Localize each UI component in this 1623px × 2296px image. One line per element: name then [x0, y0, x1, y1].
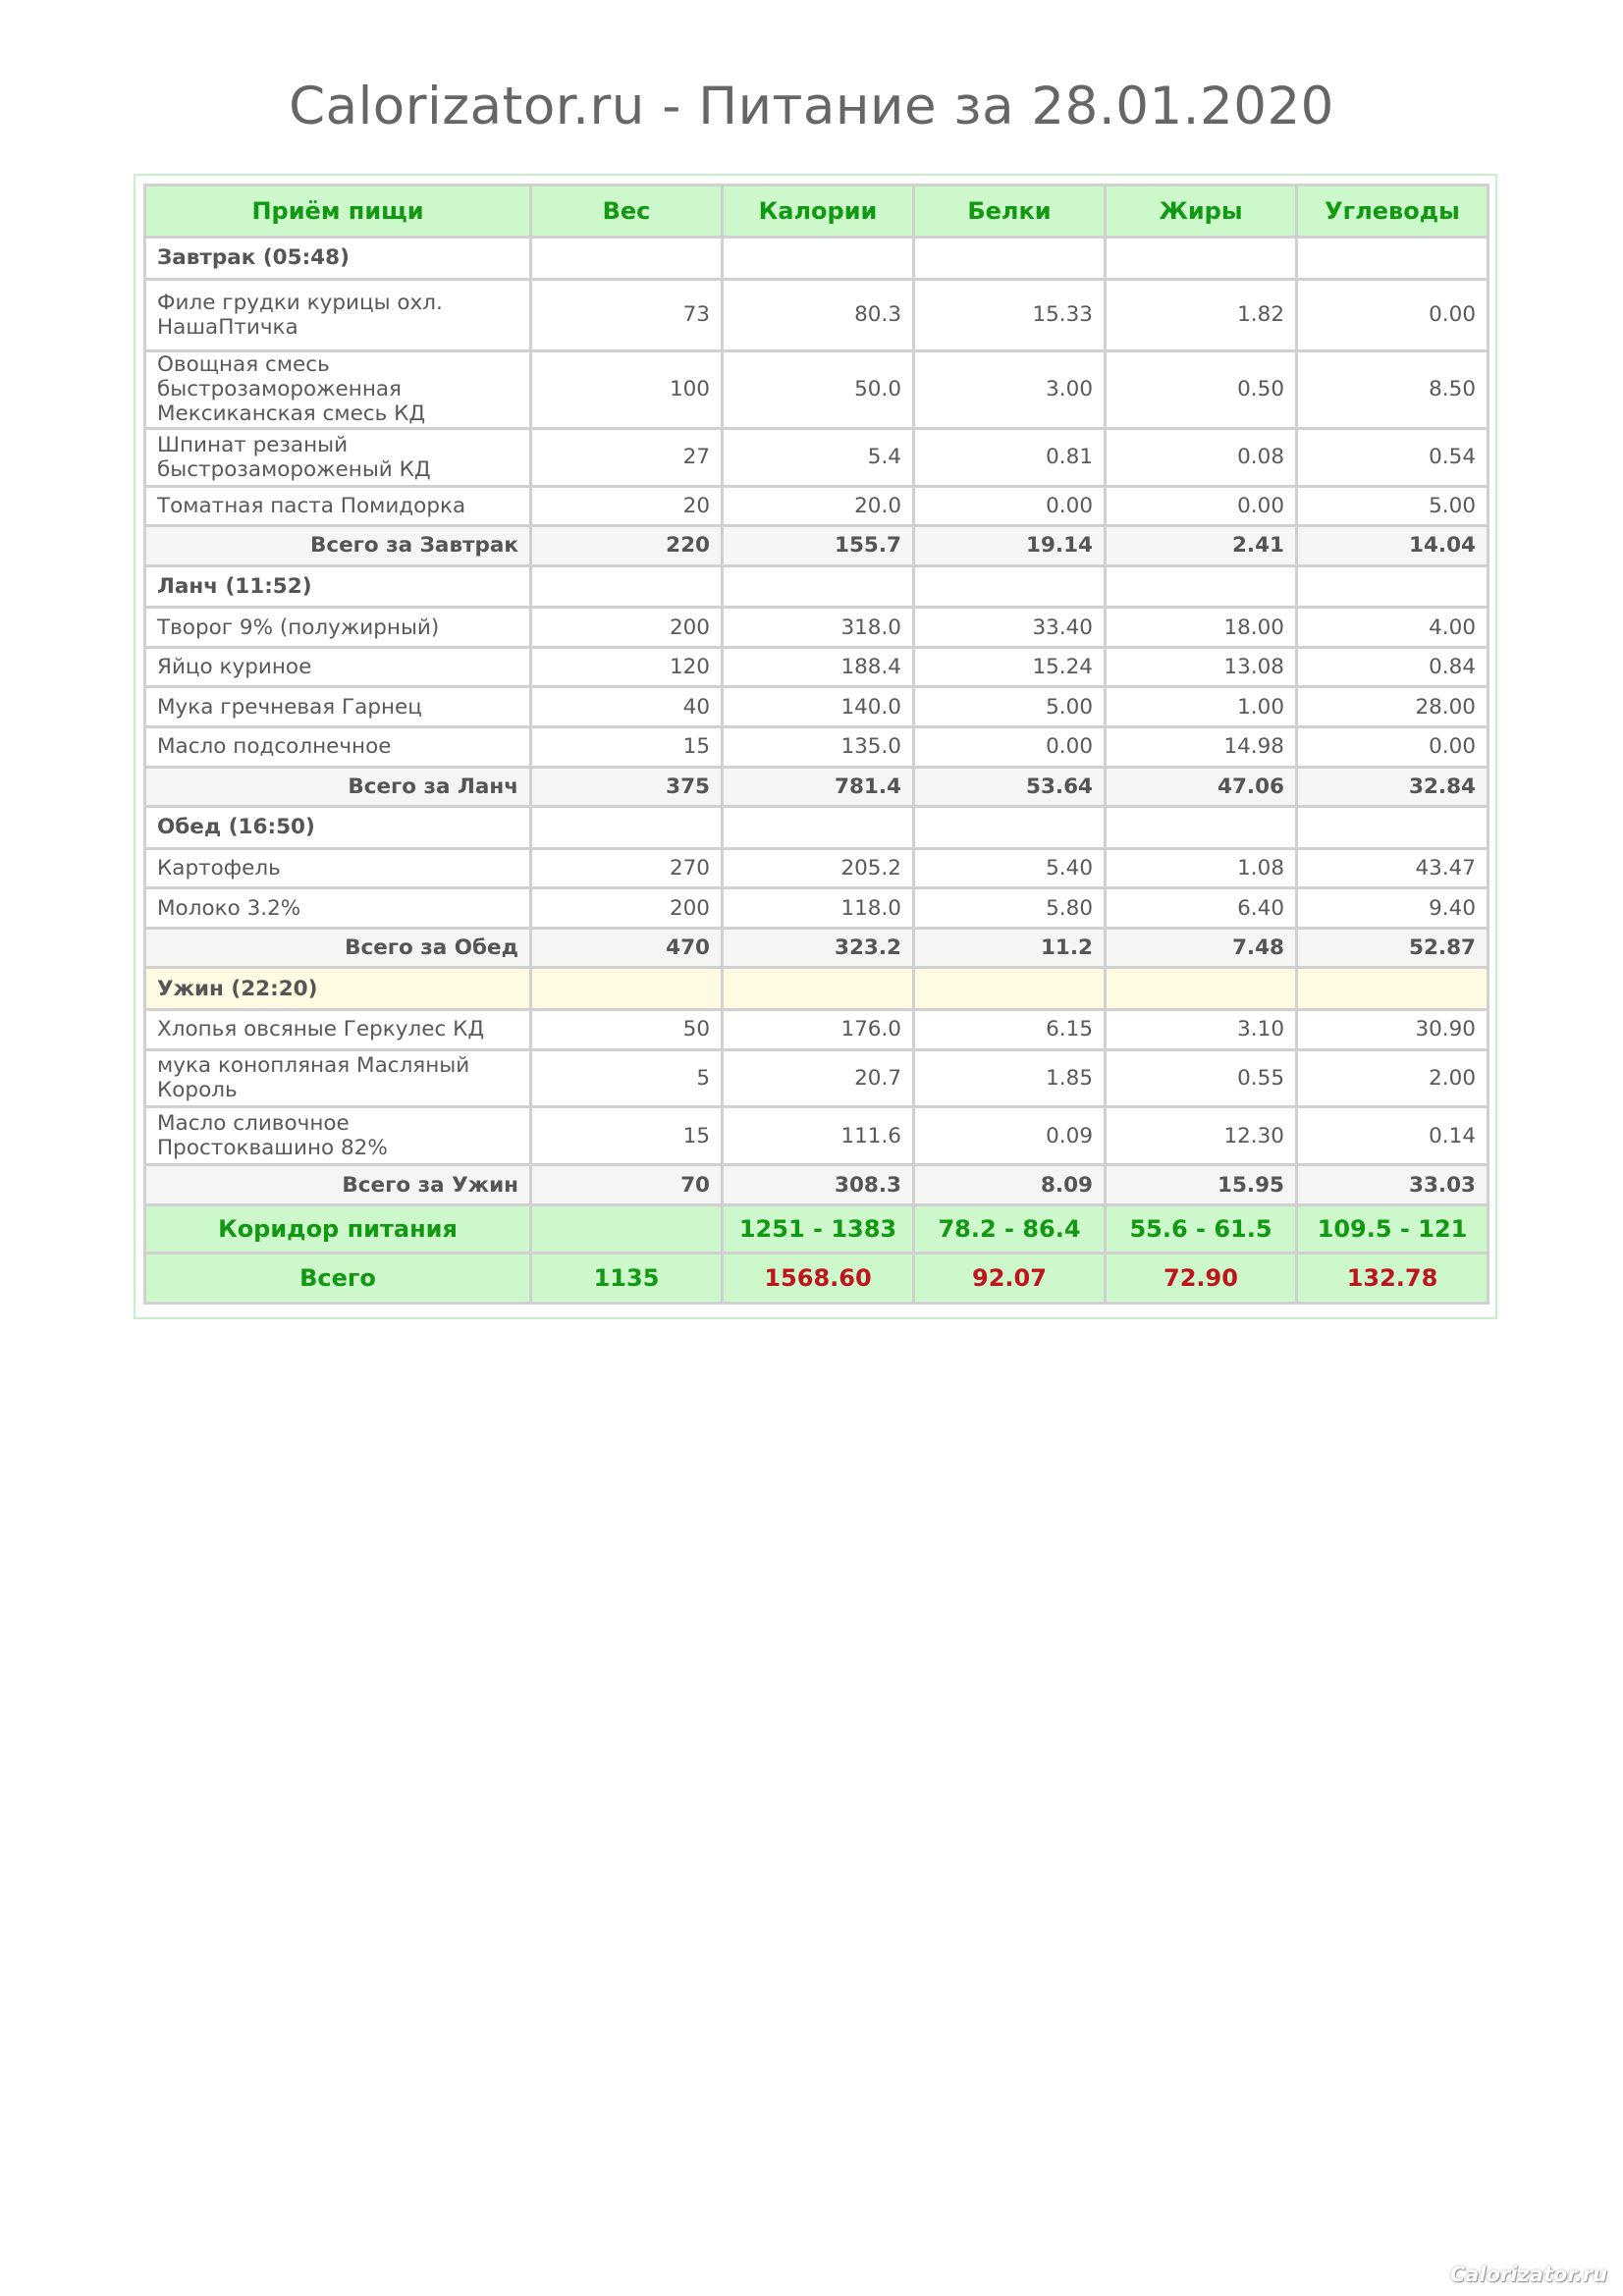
total-calories: 1568.60 — [723, 1254, 914, 1304]
food-carbs: 0.00 — [1297, 726, 1488, 767]
food-fat: 14.98 — [1106, 726, 1297, 767]
food-name: Масло сливочное Простоквашино 82% — [145, 1107, 531, 1165]
subtotal-protein: 19.14 — [914, 526, 1106, 566]
food-calories: 50.0 — [723, 350, 914, 428]
column-header-fat: Жиры — [1106, 186, 1297, 238]
food-fat: 1.00 — [1106, 687, 1297, 727]
food-item-row — [145, 1009, 1488, 1049]
food-name: Яйцо куриное — [145, 647, 531, 687]
food-calories: 5.4 — [723, 428, 914, 486]
meal-name: Обед (16:50) — [145, 807, 531, 849]
food-fat: 6.40 — [1106, 888, 1297, 929]
food-protein: 15.24 — [914, 647, 1106, 687]
column-header-meal: Приём пищи — [145, 186, 531, 238]
meal-name: Ужин (22:20) — [145, 968, 531, 1010]
meal-header-empty-cell — [1106, 565, 1297, 608]
food-name: Творог 9% (полужирный) — [145, 608, 531, 648]
food-item-row — [145, 647, 1488, 687]
meal-header-empty-cell — [1297, 565, 1488, 608]
table-header-row — [145, 186, 1488, 238]
food-calories: 20.0 — [723, 486, 914, 526]
meal-subtotal-row — [145, 526, 1488, 566]
food-item-row — [145, 848, 1488, 888]
food-fat: 0.00 — [1106, 486, 1297, 526]
meal-header-empty-cell — [1106, 238, 1297, 280]
subtotal-weight: 70 — [531, 1165, 723, 1205]
food-carbs: 30.90 — [1297, 1009, 1488, 1049]
site-watermark: Calorizator.ru — [1449, 2263, 1607, 2286]
food-weight: 100 — [531, 350, 723, 428]
food-name: Картофель — [145, 848, 531, 888]
total-label: Всего — [145, 1254, 531, 1304]
subtotal-carbs: 32.84 — [1297, 767, 1488, 807]
meal-header-row — [145, 238, 1488, 280]
meal-header-empty-cell — [531, 565, 723, 608]
food-weight: 50 — [531, 1009, 723, 1049]
corridor-weight — [531, 1205, 723, 1254]
food-protein: 15.33 — [914, 279, 1106, 350]
total-protein: 92.07 — [914, 1254, 1106, 1304]
food-item-row — [145, 486, 1488, 526]
food-carbs: 0.00 — [1297, 279, 1488, 350]
food-fat: 1.82 — [1106, 279, 1297, 350]
meal-name: Завтрак (05:48) — [145, 238, 531, 280]
food-calories: 176.0 — [723, 1009, 914, 1049]
subtotal-calories: 323.2 — [723, 928, 914, 968]
meal-header-empty-cell — [531, 968, 723, 1010]
meal-name: Ланч (11:52) — [145, 565, 531, 608]
food-carbs: 0.84 — [1297, 647, 1488, 687]
food-fat: 0.50 — [1106, 350, 1297, 428]
food-calories: 20.7 — [723, 1049, 914, 1107]
subtotal-carbs: 14.04 — [1297, 526, 1488, 566]
food-calories: 135.0 — [723, 726, 914, 767]
meal-header-row — [145, 807, 1488, 849]
subtotal-label: Всего за Ланч — [145, 767, 531, 807]
food-protein: 33.40 — [914, 608, 1106, 648]
food-item-row — [145, 428, 1488, 486]
meal-header-empty-cell — [914, 968, 1106, 1010]
food-carbs: 4.00 — [1297, 608, 1488, 648]
food-weight: 200 — [531, 888, 723, 929]
food-calories: 205.2 — [723, 848, 914, 888]
total-carbs: 132.78 — [1297, 1254, 1488, 1304]
corridor-fat: 55.6 - 61.5 — [1106, 1205, 1297, 1254]
subtotal-label: Всего за Завтрак — [145, 526, 531, 566]
food-fat: 18.00 — [1106, 608, 1297, 648]
food-name: Молоко 3.2% — [145, 888, 531, 929]
food-name: Томатная паста Помидорка — [145, 486, 531, 526]
food-item-row — [145, 279, 1488, 350]
subtotal-calories: 155.7 — [723, 526, 914, 566]
food-carbs: 9.40 — [1297, 888, 1488, 929]
subtotal-carbs: 52.87 — [1297, 928, 1488, 968]
nutrition-table — [143, 184, 1489, 1305]
total-fat: 72.90 — [1106, 1254, 1297, 1304]
food-protein: 6.15 — [914, 1009, 1106, 1049]
meal-header-row — [145, 565, 1488, 608]
subtotal-label: Всего за Обед — [145, 928, 531, 968]
subtotal-calories: 781.4 — [723, 767, 914, 807]
subtotal-fat: 2.41 — [1106, 526, 1297, 566]
meal-header-row — [145, 968, 1488, 1010]
food-carbs: 5.00 — [1297, 486, 1488, 526]
food-weight: 15 — [531, 1107, 723, 1165]
food-fat: 1.08 — [1106, 848, 1297, 888]
food-weight: 40 — [531, 687, 723, 727]
food-name: мука конопляная Масляный Король — [145, 1049, 531, 1107]
food-fat: 3.10 — [1106, 1009, 1297, 1049]
food-name: Овощная смесь быстрозамороженная Мексиканская смесь КД — [145, 350, 531, 428]
food-weight: 270 — [531, 848, 723, 888]
food-protein: 0.09 — [914, 1107, 1106, 1165]
subtotal-weight: 220 — [531, 526, 723, 566]
food-carbs: 28.00 — [1297, 687, 1488, 727]
meal-header-empty-cell — [1106, 807, 1297, 849]
subtotal-protein: 8.09 — [914, 1165, 1106, 1205]
meal-header-empty-cell — [914, 807, 1106, 849]
meal-header-empty-cell — [1297, 238, 1488, 280]
food-weight: 73 — [531, 279, 723, 350]
food-protein: 5.00 — [914, 687, 1106, 727]
meal-header-empty-cell — [531, 807, 723, 849]
food-protein: 3.00 — [914, 350, 1106, 428]
meal-header-empty-cell — [914, 238, 1106, 280]
food-name: Шпинат резаный быстрозамороженый КД — [145, 428, 531, 486]
meal-header-empty-cell — [1297, 968, 1488, 1010]
food-item-row — [145, 888, 1488, 929]
subtotal-fat: 47.06 — [1106, 767, 1297, 807]
subtotal-fat: 15.95 — [1106, 1165, 1297, 1205]
food-protein: 0.00 — [914, 726, 1106, 767]
subtotal-label: Всего за Ужин — [145, 1165, 531, 1205]
food-weight: 200 — [531, 608, 723, 648]
food-carbs: 2.00 — [1297, 1049, 1488, 1107]
column-header-weight: Вес — [531, 186, 723, 238]
food-protein: 5.80 — [914, 888, 1106, 929]
subtotal-protein: 53.64 — [914, 767, 1106, 807]
food-carbs: 8.50 — [1297, 350, 1488, 428]
food-weight: 20 — [531, 486, 723, 526]
corridor-carbs: 109.5 - 121 — [1297, 1205, 1488, 1254]
food-name: Хлопья овсяные Геркулес КД — [145, 1009, 531, 1049]
column-header-carbs: Углеводы — [1297, 186, 1488, 238]
food-item-row — [145, 726, 1488, 767]
food-carbs: 0.14 — [1297, 1107, 1488, 1165]
meal-header-empty-cell — [723, 565, 914, 608]
food-protein: 0.00 — [914, 486, 1106, 526]
meal-header-empty-cell — [1297, 807, 1488, 849]
corridor-protein: 78.2 - 86.4 — [914, 1205, 1106, 1254]
corridor-calories: 1251 - 1383 — [723, 1205, 914, 1254]
food-calories: 140.0 — [723, 687, 914, 727]
food-item-row — [145, 350, 1488, 428]
grand-total-row — [145, 1254, 1488, 1304]
food-carbs: 43.47 — [1297, 848, 1488, 888]
column-header-calories: Калории — [723, 186, 914, 238]
food-weight: 120 — [531, 647, 723, 687]
food-fat: 0.55 — [1106, 1049, 1297, 1107]
food-name: Масло подсолнечное — [145, 726, 531, 767]
food-weight: 15 — [531, 726, 723, 767]
meal-header-empty-cell — [914, 565, 1106, 608]
subtotal-fat: 7.48 — [1106, 928, 1297, 968]
meal-header-empty-cell — [723, 238, 914, 280]
food-item-row — [145, 608, 1488, 648]
subtotal-carbs: 33.03 — [1297, 1165, 1488, 1205]
food-carbs: 0.54 — [1297, 428, 1488, 486]
food-protein: 5.40 — [914, 848, 1106, 888]
corridor-label: Коридор питания — [145, 1205, 531, 1254]
food-name: Филе грудки курицы охл. НашаПтичка — [145, 279, 531, 350]
food-item-row — [145, 1049, 1488, 1107]
food-calories: 118.0 — [723, 888, 914, 929]
food-protein: 0.81 — [914, 428, 1106, 486]
page-title: Calorizator.ru - Питание за 28.01.2020 — [289, 77, 1334, 136]
meal-subtotal-row — [145, 1165, 1488, 1205]
meal-subtotal-row — [145, 767, 1488, 807]
food-weight: 5 — [531, 1049, 723, 1107]
food-calories: 318.0 — [723, 608, 914, 648]
nutrition-corridor-row — [145, 1205, 1488, 1254]
food-item-row — [145, 1107, 1488, 1165]
food-calories: 111.6 — [723, 1107, 914, 1165]
food-fat: 0.08 — [1106, 428, 1297, 486]
subtotal-weight: 375 — [531, 767, 723, 807]
subtotal-protein: 11.2 — [914, 928, 1106, 968]
food-weight: 27 — [531, 428, 723, 486]
meal-header-empty-cell — [531, 238, 723, 280]
food-protein: 1.85 — [914, 1049, 1106, 1107]
meal-header-empty-cell — [723, 968, 914, 1010]
food-calories: 188.4 — [723, 647, 914, 687]
food-fat: 12.30 — [1106, 1107, 1297, 1165]
meal-header-empty-cell — [723, 807, 914, 849]
food-item-row — [145, 687, 1488, 727]
meal-subtotal-row — [145, 928, 1488, 968]
food-fat: 13.08 — [1106, 647, 1297, 687]
food-name: Мука гречневая Гарнец — [145, 687, 531, 727]
column-header-protein: Белки — [914, 186, 1106, 238]
subtotal-calories: 308.3 — [723, 1165, 914, 1205]
food-calories: 80.3 — [723, 279, 914, 350]
meal-header-empty-cell — [1106, 968, 1297, 1010]
total-weight: 1135 — [531, 1254, 723, 1304]
subtotal-weight: 470 — [531, 928, 723, 968]
